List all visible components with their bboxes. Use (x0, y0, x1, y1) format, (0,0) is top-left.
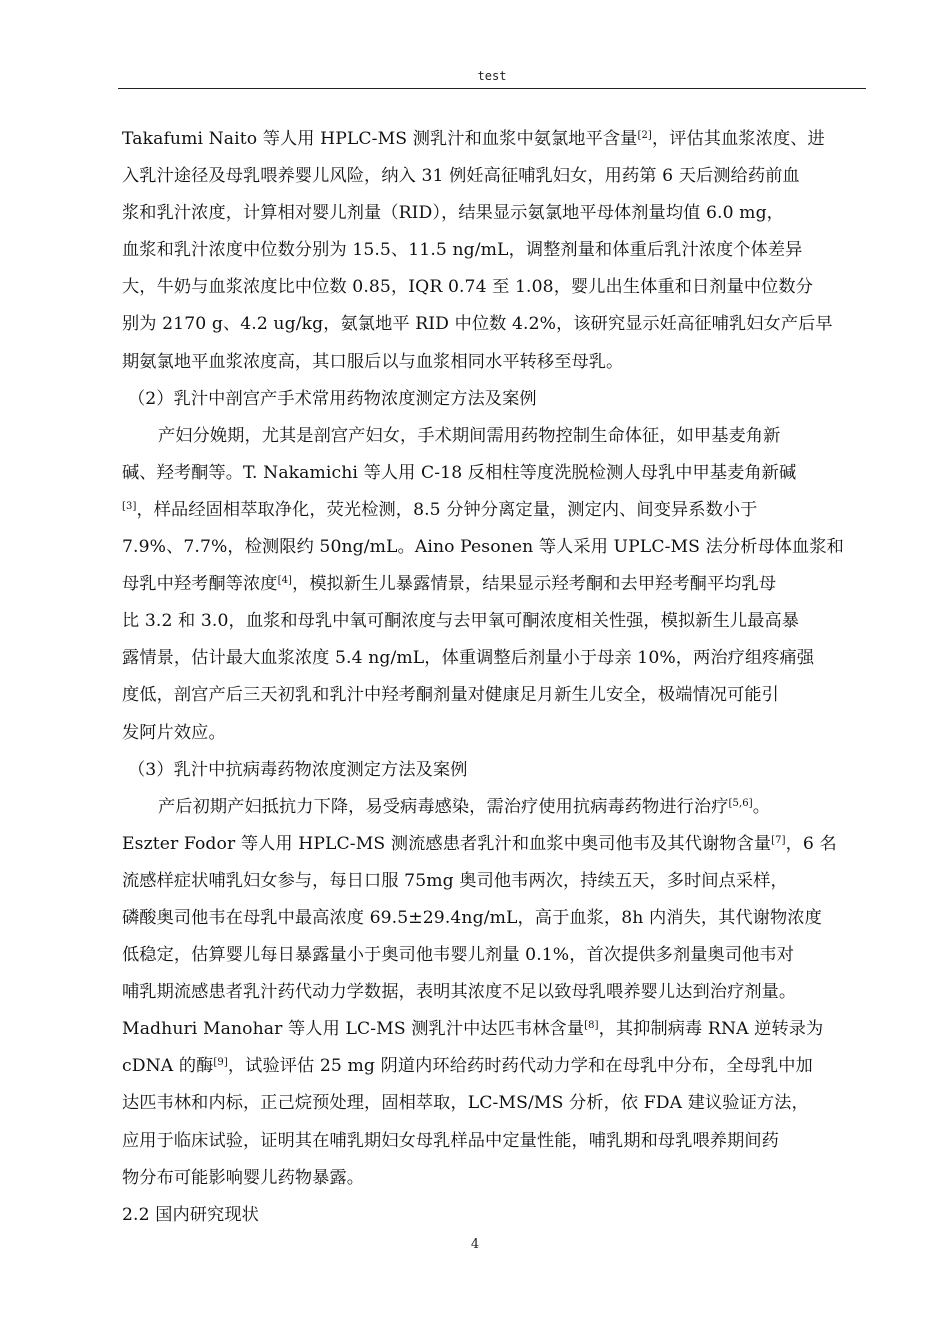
text-line (122, 566, 862, 603)
text-line (122, 603, 862, 640)
text-line (122, 418, 862, 455)
text-line (122, 306, 862, 343)
section-heading: 2.2 国内研究现状 (122, 1204, 259, 1225)
text-line (122, 1160, 862, 1197)
text-run: 比 3.2 和 3.0，血浆和母乳中氧可酮浓度与去甲氧可酮浓度相关性强，模拟新生儿最高暴 (122, 611, 800, 632)
text-run: 母乳中羟考酮等浓度 (122, 574, 278, 595)
text-run: 大，牛奶与血浆浓度比中位数 0.85，IQR 0.74 至 1.08，婴儿出生体重和日剂量中位数分 (122, 277, 814, 298)
text-line (122, 529, 862, 566)
text-line (122, 640, 862, 677)
text-line (122, 789, 862, 826)
text-line (122, 232, 862, 269)
text-line (122, 158, 862, 195)
text-run: 流感样症状哺乳妇女参与，每日口服 75mg 奥司他韦两次，持续五天，多时间点采样， (122, 870, 788, 891)
text-run: 发阿片效应。 (122, 722, 226, 743)
text-line (122, 974, 862, 1011)
text-run: ，模拟新生儿暴露情景，结果显示羟考酮和去甲羟考酮平均乳母 (292, 574, 777, 595)
text-line (122, 1085, 862, 1122)
text-run: ，其抑制病毒 RNA 逆转录为 (598, 1019, 824, 1040)
text-line (122, 455, 862, 492)
text-line (122, 121, 862, 158)
text-run: 碱、羟考酮等。T. Nakamichi 等人用 C-18 反相柱等度洗脱检测人母乳中甲基麦角新碱 (122, 462, 797, 483)
text-line (122, 677, 862, 714)
text-line (122, 195, 862, 232)
text-line (122, 1011, 862, 1048)
text-run: Takafumi Naito 等人用 HPLC-MS 测乳汁和血浆中氨氯地平含量 (122, 129, 638, 149)
citation-ref[interactable]: [3] (122, 500, 137, 512)
citation-ref[interactable]: [7] (771, 834, 786, 846)
text-run: 应用于临床试验，证明其在哺乳期妇女母乳样品中定量性能，哺乳期和母乳喂养期间药 (122, 1130, 779, 1151)
section-heading: （2）乳汁中剖宫产手术常用药物浓度测定方法及案例 (128, 388, 537, 409)
text-run: 产后初期产妇抵抗力下降，易受病毒感染，需治疗使用抗病毒药物进行治疗 (158, 796, 729, 817)
text-run: Madhuri Manohar 等人用 LC-MS 测乳汁中达匹韦林含量 (122, 1019, 585, 1040)
text-run: 别为 2170 g、4.2 ug/kg，氨氯地平 RID 中位数 4.2%，该研究显示妊高征哺乳妇女产后早 (122, 314, 833, 335)
document-body (122, 121, 862, 1234)
citation-ref[interactable]: [2] (637, 130, 652, 141)
citation-ref[interactable]: [4] (277, 575, 293, 587)
text-run: 7.9%、7.7%，检测限约 50ng/mL。Aino Pesonen 等人采用 UPLC-MS 法分析母体血浆和 (122, 537, 844, 558)
text-run: 入乳汁途径及母乳喂养婴儿风险，纳入 31 例妊高征哺乳妇女，用药第 6 天后测给药前血 (122, 166, 800, 187)
citation-ref[interactable]: [8] (584, 1020, 599, 1032)
text-run: 达匹韦林和内标，正己烷预处理，固相萃取，LC-MS/MS 分析，依 FDA 建议验证方法， (122, 1093, 809, 1114)
text-run: 露情景，估计最大血浆浓度 5.4 ng/mL，体重调整后剂量小于母亲 10%，两治疗组疼痛强 (122, 648, 815, 669)
page-number: 4 (470, 1237, 480, 1252)
text-run: 物分布可能影响婴儿药物暴露。 (122, 1167, 365, 1188)
text-run: 度低，剖宫产后三天初乳和乳汁中羟考酮剂量对健康足月新生儿安全，极端情况可能引 (122, 685, 779, 706)
text-run: 血浆和乳汁浓度中位数分别为 15.5、11.5 ng/mL，调整剂量和体重后乳汁浓度个体差异 (122, 240, 803, 261)
text-run: 磷酸奥司他韦在母乳中最高浓度 69.5±29.4ng/mL，高于血浆，8h 内消失，其代谢物浓度 (122, 907, 822, 928)
text-run: ，评估其血浆浓度、进 (651, 129, 825, 149)
text-line (122, 900, 862, 937)
section-heading: （3）乳汁中抗病毒药物浓度测定方法及案例 (128, 759, 468, 780)
text-line (122, 715, 862, 752)
citation-ref[interactable]: [9] (213, 1057, 228, 1069)
text-line (122, 863, 862, 900)
text-line (122, 1048, 862, 1085)
text-run: ，样品经固相萃取净化，荧光检测，8.5 分钟分离定量，测定内、间变异系数小于 (136, 499, 758, 520)
text-run: Eszter Fodor 等人用 HPLC-MS 测流感患者乳汁和血浆中奥司他韦及其代谢物含量 (122, 833, 772, 854)
text-run: 。 (752, 796, 771, 817)
text-line (122, 269, 862, 306)
text-line (122, 1123, 862, 1160)
page-header: test (118, 68, 866, 89)
text-run: 哺乳期流感患者乳汁药代动力学数据，表明其浓度不足以致母乳喂养婴儿达到治疗剂量。 (122, 982, 797, 1003)
text-line (122, 937, 862, 974)
text-run: 产妇分娩期，尤其是剖宫产妇女，手术期间需用药物控制生命体征，如甲基麦角新 (158, 425, 781, 446)
text-line (122, 826, 862, 863)
text-run: cDNA 的酶 (122, 1056, 214, 1077)
citation-ref[interactable]: [5,6] (728, 797, 753, 809)
text-run: 浆和乳汁浓度，计算相对婴儿剂量（RID），结果显示氨氯地平母体剂量均值 6.0 mg， (122, 203, 784, 224)
text-run: ，6 名 (785, 833, 837, 854)
text-run: 期氨氯地平血浆浓度高，其口服后以与血浆相同水平转移至母乳。 (122, 351, 624, 372)
text-run: ，试验评估 25 mg 阴道内环给药时药代动力学和在母乳中分布，全母乳中加 (227, 1056, 813, 1077)
text-line (122, 344, 862, 381)
text-run: 低稳定，估算婴儿每日暴露量小于奥司他韦婴儿剂量 0.1%，首次提供多剂量奥司他韦对 (122, 945, 794, 966)
text-line (122, 492, 862, 529)
